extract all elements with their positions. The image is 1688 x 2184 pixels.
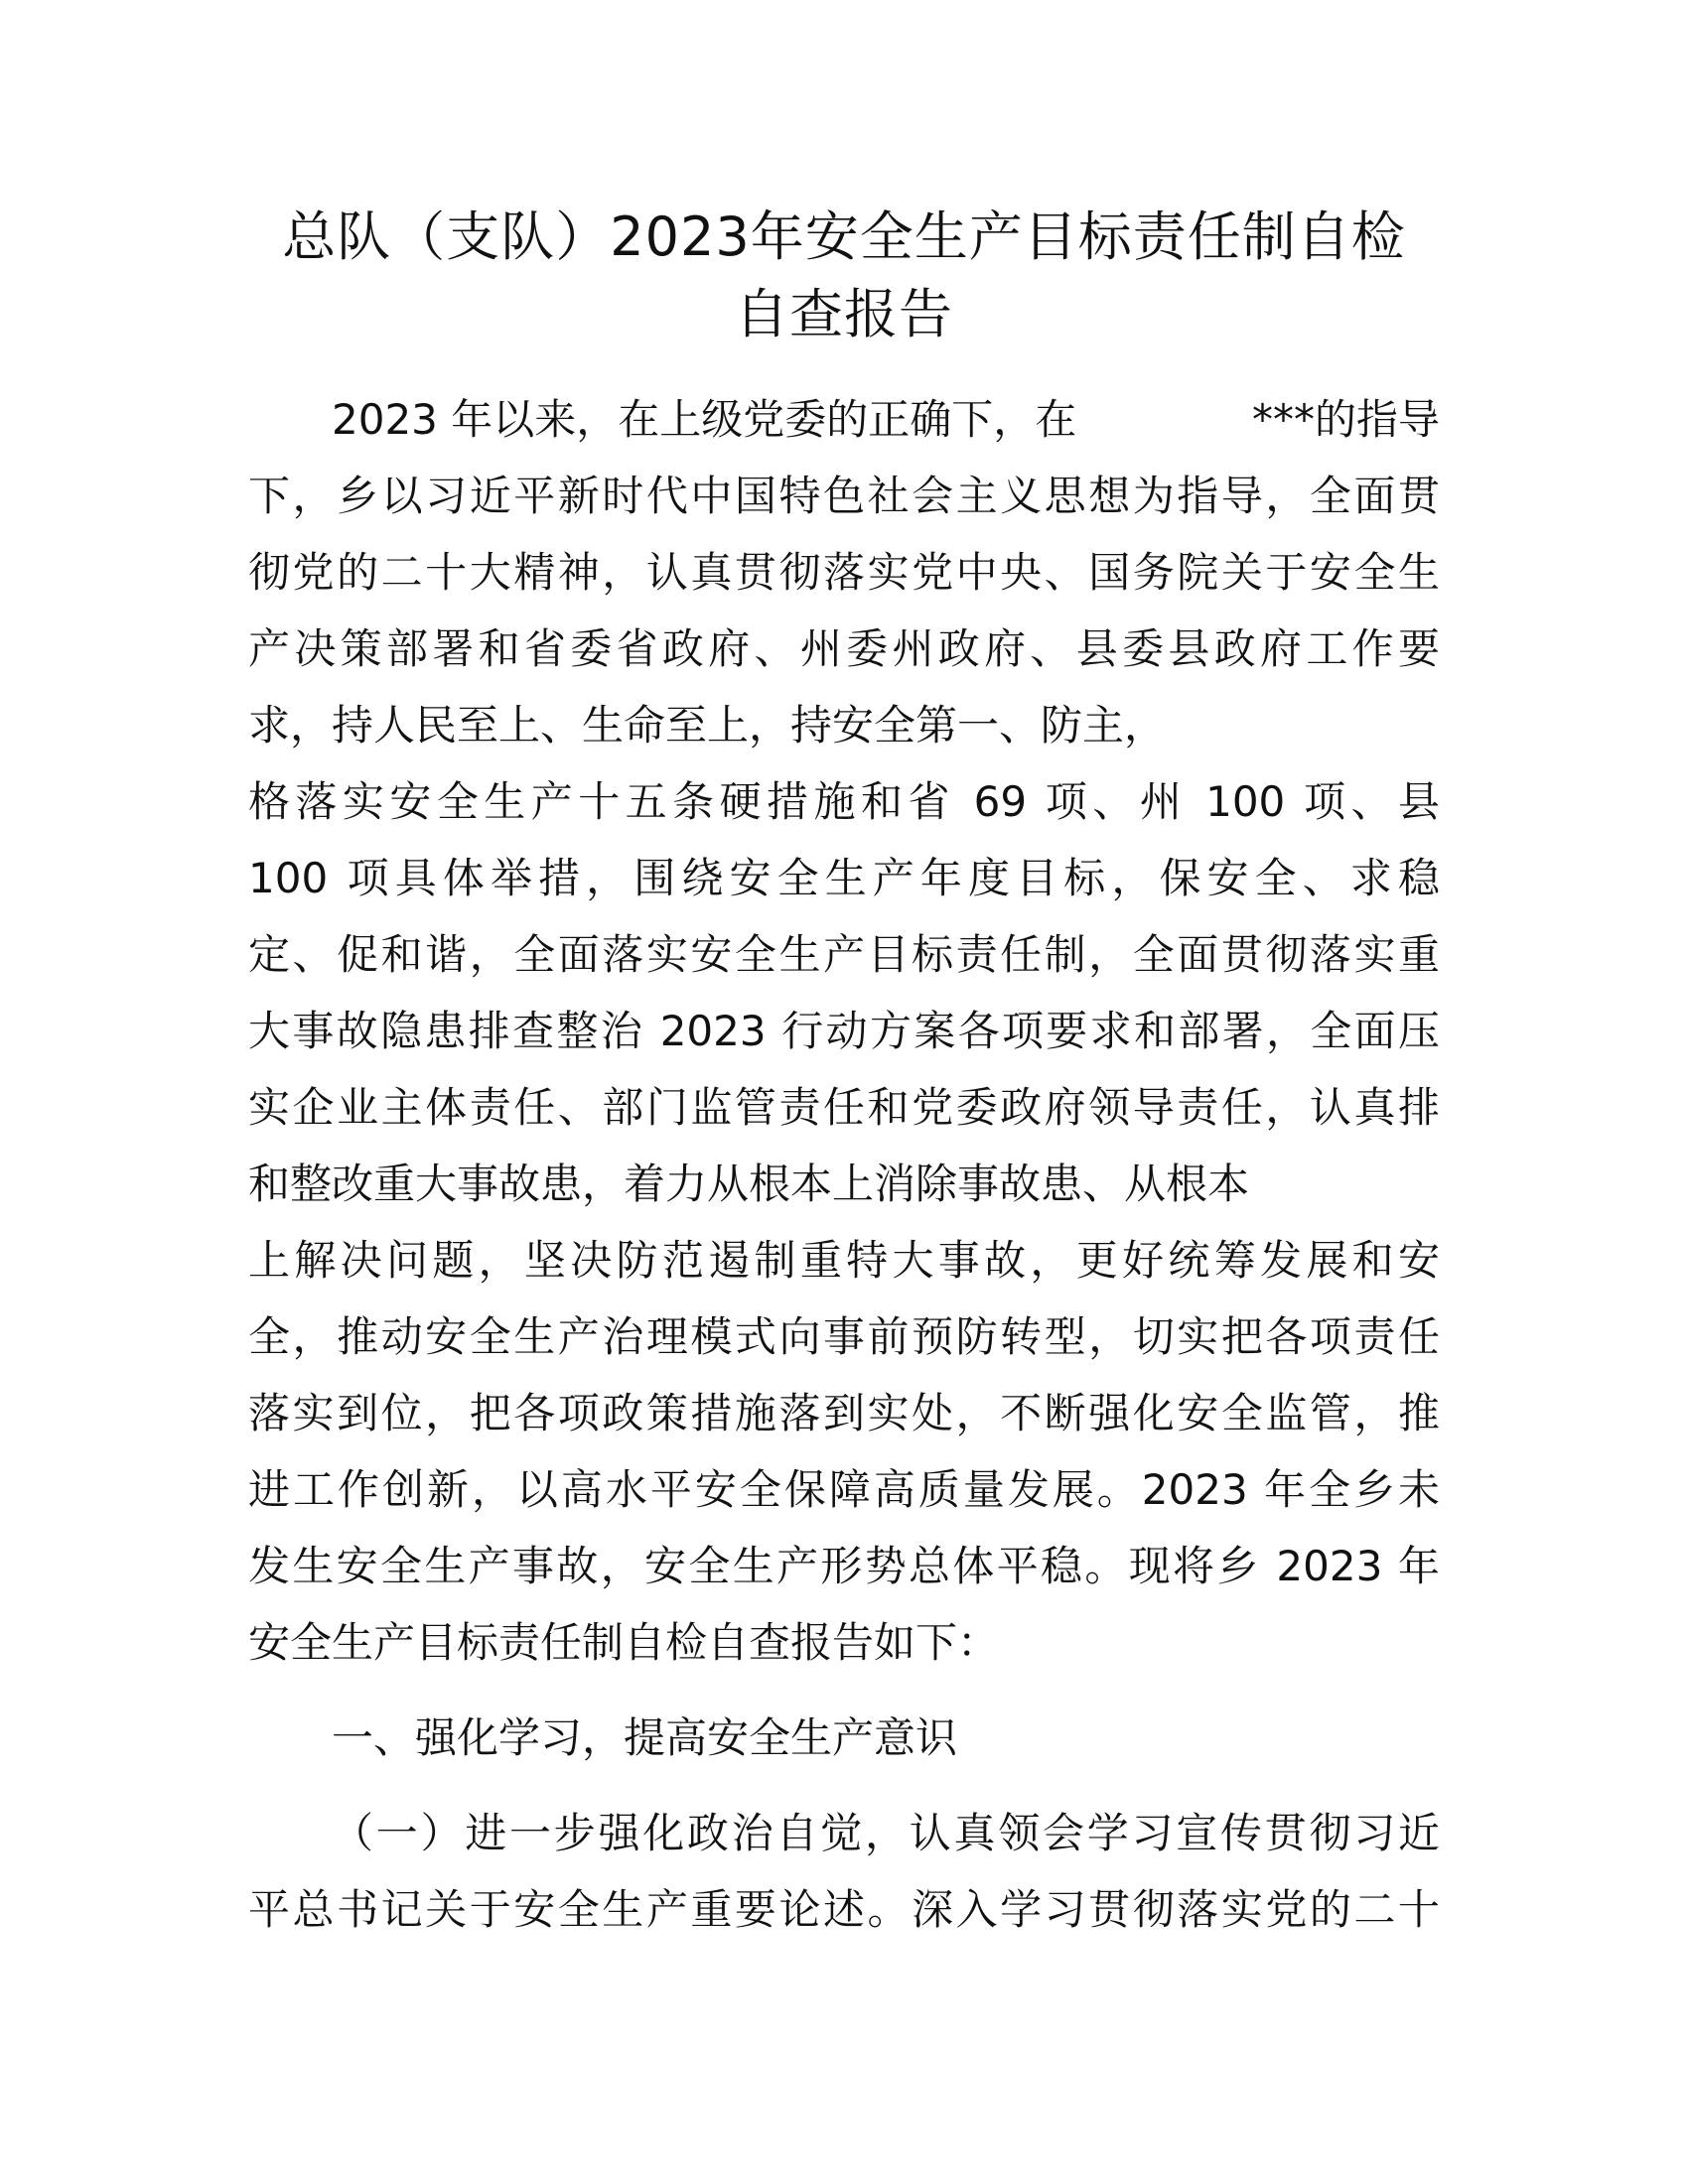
section-heading: 一、强化学习，提高安全生产意识 [332,1713,958,1762]
paragraph-line: 上解决问题，坚决防范遏制重特大事故，更好统筹发展和安 [248,1236,1440,1285]
document-title-line-2: 自查报告 [735,283,953,345]
paragraph-line: 100 项具体举措，围绕安全生产年度目标，保安全、求稳 [248,854,1440,902]
paragraph-line: 全，推动安全生产治理模式向事前预防转型，切实把各项责任 [248,1312,1440,1361]
paragraph-line: 定、促和谐，全面落实安全生产目标责任制，全面贯彻落实重 [248,930,1440,979]
paragraph-line: 彻党的二十大精神，认真贯彻落实党中央、国务院关于安全生 [248,548,1440,597]
paragraph-text: 2023 年以来，在上级党委的正确下，在 [332,395,1077,444]
paragraph-text: ***的指导 [1251,395,1440,444]
document-title-line-1: 总队（支队）2023年安全生产目标责任制自检 [282,205,1406,268]
paragraph-line: 落实到位，把各项政策措施落到实处，不断强化安全监管，推 [248,1389,1440,1437]
paragraph-line: 平总书记关于安全生产重要论述。深入学习贯彻落实党的二十 [248,1885,1440,1934]
paragraph-line: 求，持人民至上、生命至上，持安全第一、防主， [248,701,1167,750]
paragraph-line: 进工作创新，以高水平安全保障高质量发展。2023 年全乡未 [248,1465,1440,1514]
paragraph-line: 安全生产目标责任制自检自查报告如下： [248,1618,1000,1667]
paragraph-line: 大事故隐患排查整治 2023 行动方案各项要求和部署，全面压 [248,1007,1440,1055]
paragraph-line: 格落实安全生产十五条硬措施和省 69 项、州 100 项、县 [248,777,1440,826]
paragraph-line: 和整改重大事故患，着力从根本上消除事故患、从根本 [248,1160,1250,1208]
paragraph-line [332,390,1440,450]
paragraph-line: 发生安全生产事故，安全生产形势总体平稳。现将乡 2023 年 [248,1542,1440,1590]
paragraph-line: 下，乡以习近平新时代中国特色社会主义思想为指导，全面贯 [248,472,1440,520]
paragraph-line: 实企业主体责任、部门监管责任和党委政府领导责任，认真排 [248,1083,1440,1132]
paragraph-line: （一）进一步强化政治自觉，认真领会学习宣传贯彻习近 [332,1809,1440,1857]
paragraph-line: 产决策部署和省委省政府、州委州政府、县委县政府工作要 [248,624,1440,673]
